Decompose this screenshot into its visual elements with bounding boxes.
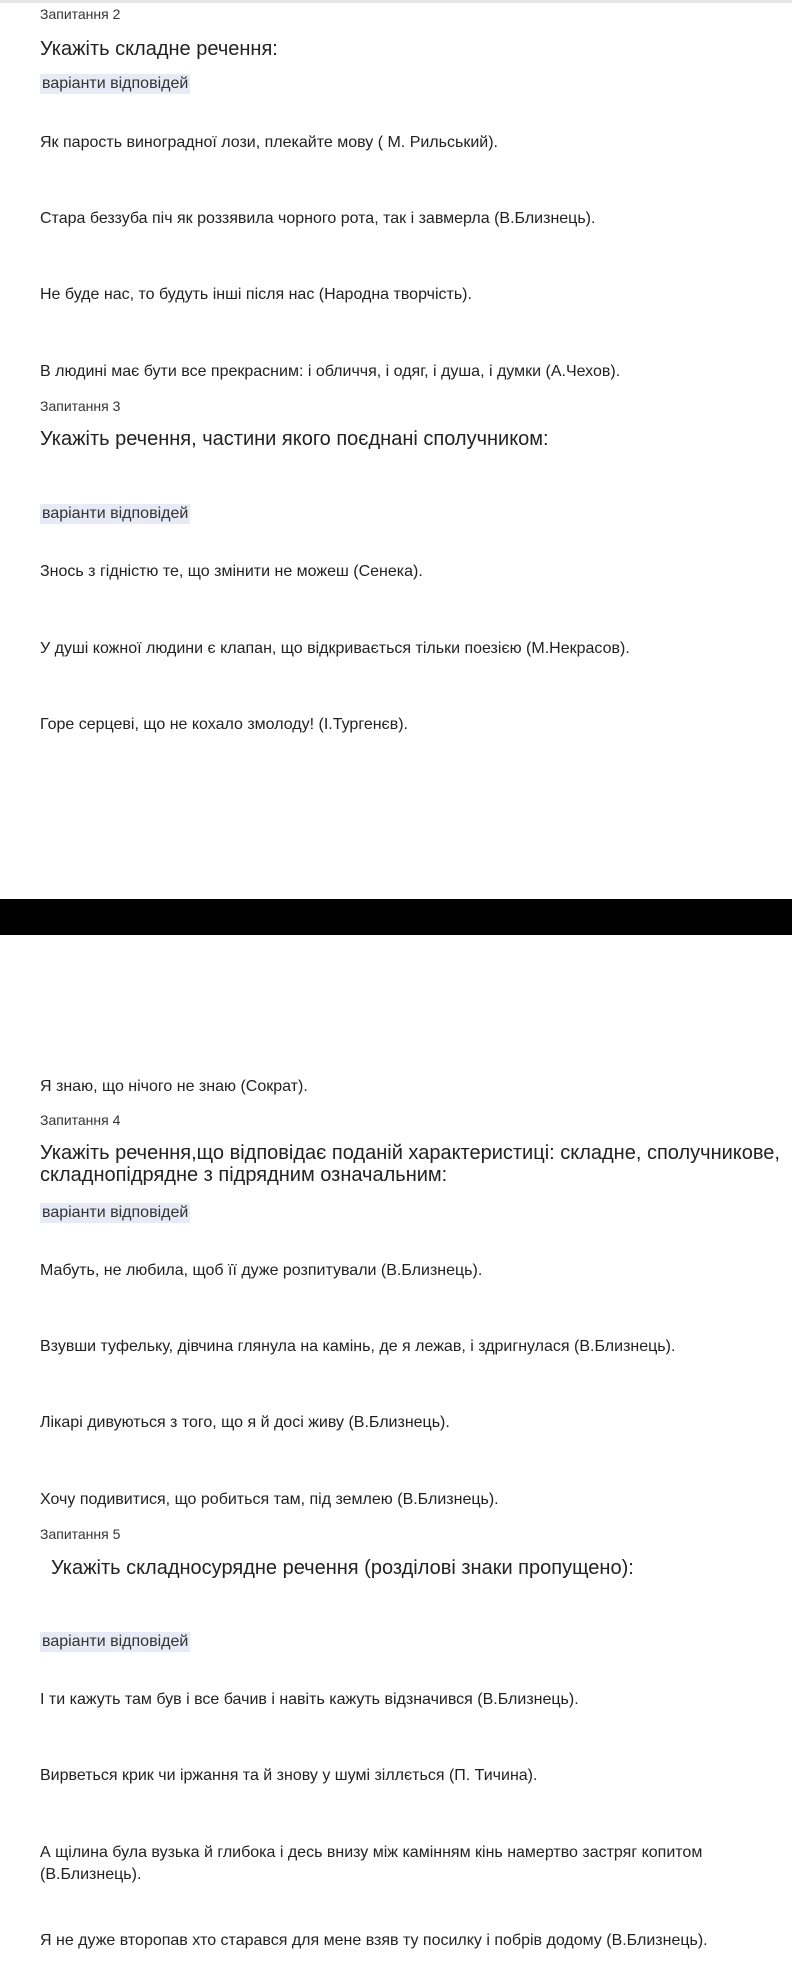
question-4-text-line-1: Укажіть речення,що відповідає поданій характеристиці: складне, сполучникове, bbox=[40, 1142, 780, 1164]
question-5-option-3-continued[interactable]: (В.Близнець). bbox=[40, 1866, 142, 1883]
question-5-option-3[interactable]: А щілина була вузька й глибока і десь внизу між камінням кінь намертво застряг копитом bbox=[40, 1844, 703, 1861]
question-2-option-3[interactable]: Не буде нас, то будуть інші після нас (Народна творчість). bbox=[40, 286, 472, 303]
question-3-option-1[interactable]: Знось з гідністю те, що змінити не можеш (Сенека). bbox=[40, 563, 423, 580]
question-2-option-1[interactable]: Як парость виноградної лози, плекайте мову ( М. Рильський). bbox=[40, 134, 498, 151]
question-4-option-3[interactable]: Лікарі дивуються з того, що я й досі живу (В.Близнець). bbox=[40, 1414, 450, 1431]
question-4-number: Запитання 4 bbox=[40, 1112, 121, 1128]
question-4-answers-label: варіанти відповідей bbox=[42, 1204, 189, 1221]
question-4-option-1[interactable]: Мабуть, не любила, щоб її дуже розпитували (В.Близнець). bbox=[40, 1262, 483, 1279]
question-4-text-line-2: складнопідрядне з підрядним означальним: bbox=[40, 1164, 448, 1186]
question-2-option-4[interactable]: В людині має бути все прекрасним: і обличчя, і одяг, і душа, і думки (А.Чехов). bbox=[40, 363, 621, 380]
question-4-option-2[interactable]: Взувши туфельку, дівчина глянула на камінь, де я лежав, і здригнулася (В.Близнець). bbox=[40, 1338, 676, 1355]
question-2-option-2[interactable]: Стара беззуба піч як роззявила чорного рота, так і завмерла (В.Близнець). bbox=[40, 210, 596, 227]
question-5-number: Запитання 5 bbox=[40, 1526, 121, 1542]
top-divider bbox=[0, 0, 792, 3]
question-5-text: Укажіть складносурядне речення (розділові знаки пропущено): bbox=[51, 1557, 634, 1579]
question-3-option-2[interactable]: У душі кожної людини є клапан, що відкривається тільки поезією (М.Некрасов). bbox=[40, 640, 630, 657]
question-5-answers-label: варіанти відповідей bbox=[42, 1633, 189, 1650]
question-5-option-4[interactable]: Я не дуже второпав хто старався для мене взяв ту посилку і побрів додому (В.Близнець). bbox=[40, 1932, 708, 1949]
question-4-option-4[interactable]: Хочу подивитися, що робиться там, під землею (В.Близнець). bbox=[40, 1491, 499, 1508]
question-3-text: Укажіть речення, частини якого поєднані сполучником: bbox=[40, 428, 549, 450]
question-5-option-1[interactable]: І ти кажуть там був і все бачив і навіть кажуть відзначився (В.Близнець). bbox=[40, 1691, 579, 1708]
question-2-number: Запитання 2 bbox=[40, 6, 121, 22]
question-2-text: Укажіть складне речення: bbox=[40, 38, 278, 60]
question-5-option-2[interactable]: Вирветься крик чи іржання та й знову у шумі зіллється (П. Тичина). bbox=[40, 1767, 538, 1784]
question-2-answers-label: варіанти відповідей bbox=[42, 75, 189, 92]
question-3-option-3[interactable]: Горе серцеві, що не кохало змолоду! (І.Тургенєв). bbox=[40, 716, 408, 733]
question-3-number: Запитання 3 bbox=[40, 398, 121, 414]
page-separator-bar bbox=[0, 899, 792, 935]
question-3-answers-label: варіанти відповідей bbox=[42, 505, 189, 522]
question-3-option-4[interactable]: Я знаю, що нічого не знаю (Сократ). bbox=[40, 1078, 308, 1095]
